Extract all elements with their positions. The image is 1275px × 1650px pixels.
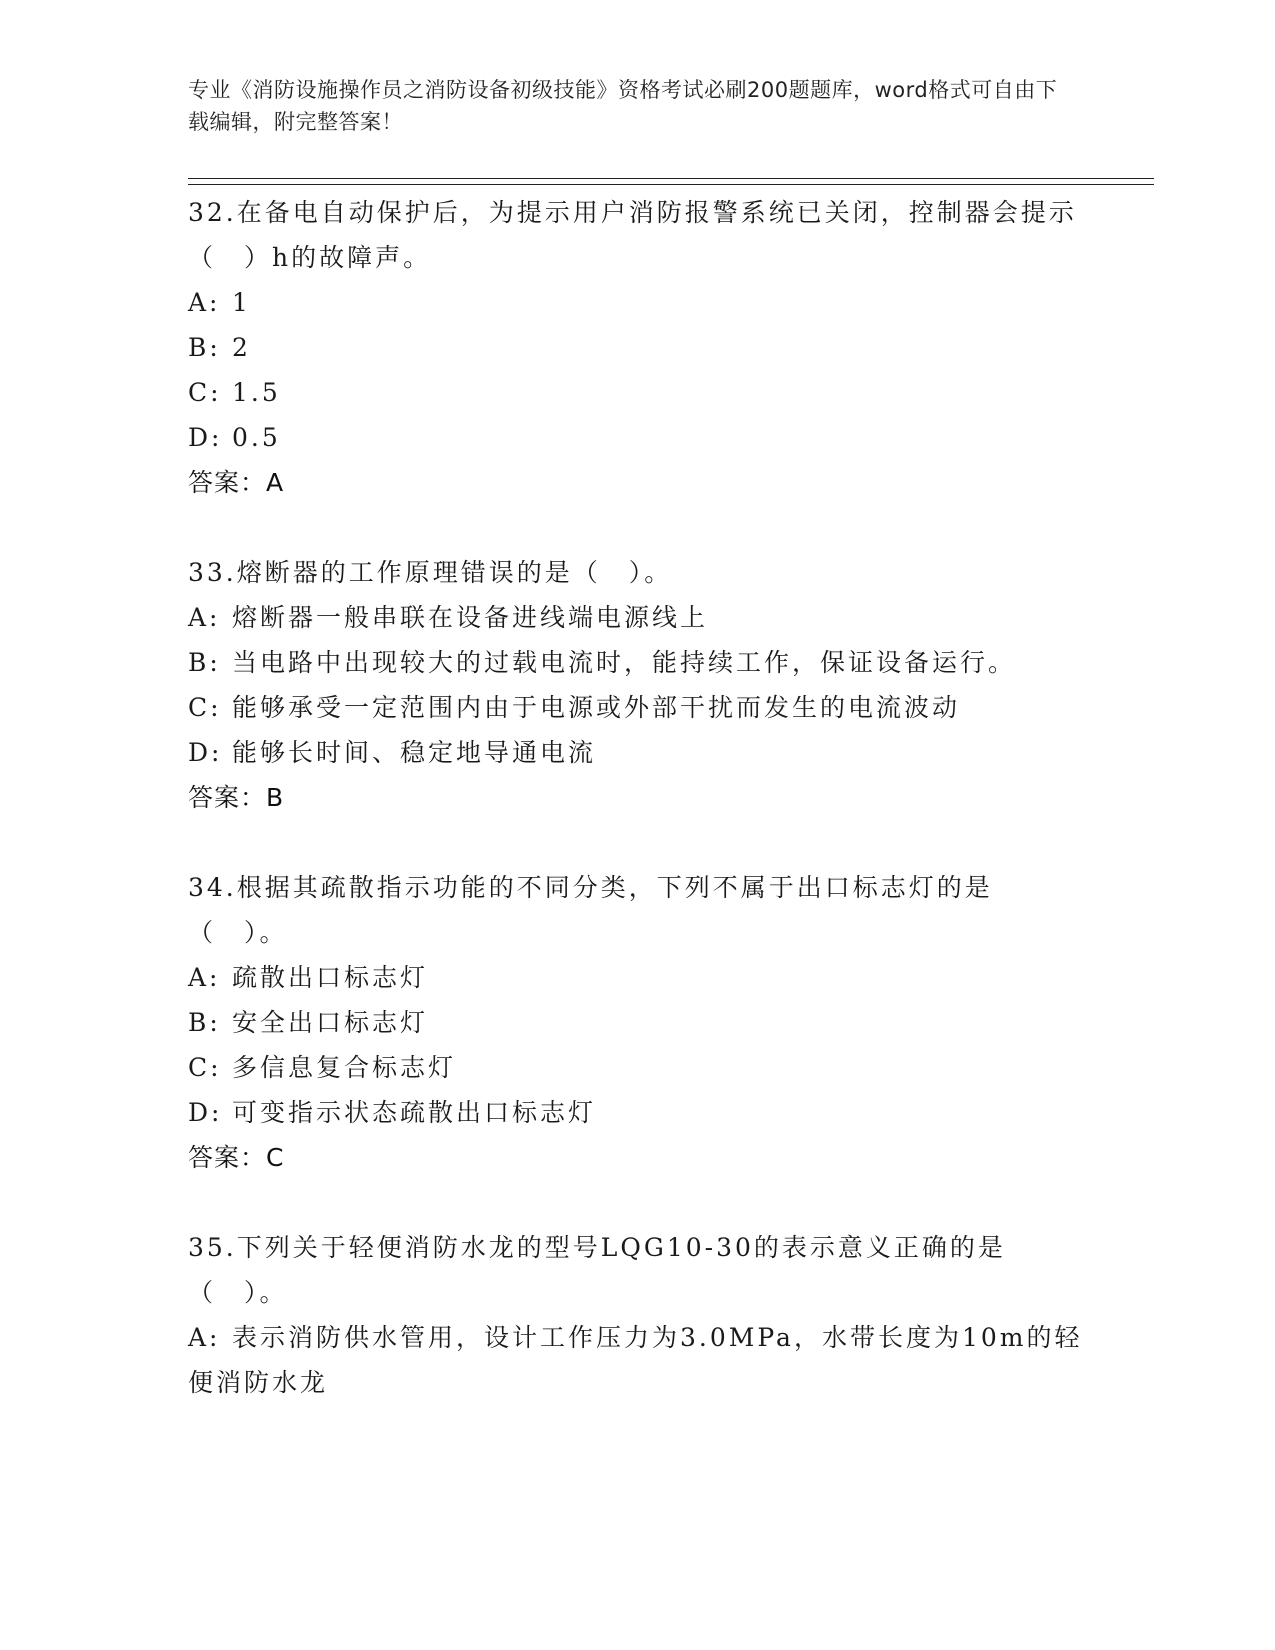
option-text: 可变指示状态疏散出口标志灯: [232, 1098, 597, 1127]
question-list: [188, 190, 1088, 1405]
document-header: 专业《消防设施操作员之消防设备初级技能》资格考试必刷200题题库，word格式可自由下载编辑，附完整答案！: [188, 78, 1058, 134]
header-rule-top: [188, 178, 1154, 179]
answer-line: 答案：A: [188, 468, 285, 497]
option-key: B:: [188, 333, 221, 362]
question-spacer: [188, 505, 1088, 550]
option-text: 表示消防供水管用，设计工作压力为3.0MPa，水带长度为10m的轻便消防水龙: [188, 1323, 1083, 1397]
option-text: 1.5: [232, 378, 281, 407]
option-b: [188, 640, 1088, 685]
option-key: A:: [188, 1323, 221, 1352]
option-text: 0.5: [232, 423, 281, 452]
option-key: D:: [188, 423, 223, 452]
option-d: [188, 730, 1088, 775]
option-text: 能够长时间、稳定地导通电流: [232, 738, 597, 767]
question-stem: 32.在备电自动保护后，为提示用户消防报警系统已关闭，控制器会提示（ ）h的故障声。: [188, 198, 1077, 272]
option-c: [188, 685, 1088, 730]
option-a: [188, 595, 1088, 640]
option-key: D:: [188, 1098, 223, 1127]
option-key: D:: [188, 738, 223, 767]
option-text: 疏散出口标志灯: [232, 963, 429, 992]
option-text: 1: [232, 288, 251, 317]
header-rule-bottom: [188, 184, 1154, 185]
answer-line: 答案：B: [188, 783, 285, 812]
option-key: A:: [188, 288, 221, 317]
option-key: C:: [188, 378, 222, 407]
option-a: [188, 280, 1088, 325]
option-c: [188, 370, 1088, 415]
option-a: [188, 1315, 1088, 1405]
question-33: [188, 550, 1088, 820]
option-key: B:: [188, 1008, 221, 1037]
option-text: 当电路中出现较大的过载电流时，能持续工作，保证设备运行。: [232, 648, 1017, 677]
option-text: 2: [232, 333, 251, 362]
question-stem: 35.下列关于轻便消防水龙的型号LQG10-30的表示意义正确的是（ ）。: [188, 1233, 1006, 1307]
option-key: A:: [188, 963, 221, 992]
option-b: [188, 325, 1088, 370]
question-32: [188, 190, 1088, 505]
option-text: 熔断器一般串联在设备进线端电源线上: [232, 603, 709, 632]
option-b: [188, 1000, 1088, 1045]
option-key: B:: [188, 648, 221, 677]
question-spacer: [188, 1180, 1088, 1225]
option-c: [188, 1045, 1088, 1090]
question-35: [188, 1225, 1088, 1405]
question-stem: 34.根据其疏散指示功能的不同分类，下列不属于出口标志灯的是（ ）。: [188, 873, 993, 947]
option-key: A:: [188, 603, 221, 632]
answer-line: 答案：C: [188, 1143, 285, 1172]
option-text: 能够承受一定范围内由于电源或外部干扰而发生的电流波动: [232, 693, 961, 722]
option-key: C:: [188, 693, 222, 722]
option-text: 安全出口标志灯: [232, 1008, 429, 1037]
question-stem: 33.熔断器的工作原理错误的是（ ）。: [188, 558, 673, 587]
option-text: 多信息复合标志灯: [232, 1053, 457, 1082]
question-spacer: [188, 820, 1088, 865]
option-key: C:: [188, 1053, 222, 1082]
option-d: [188, 1090, 1088, 1135]
option-a: [188, 955, 1088, 1000]
option-d: [188, 415, 1088, 460]
question-34: [188, 865, 1088, 1180]
